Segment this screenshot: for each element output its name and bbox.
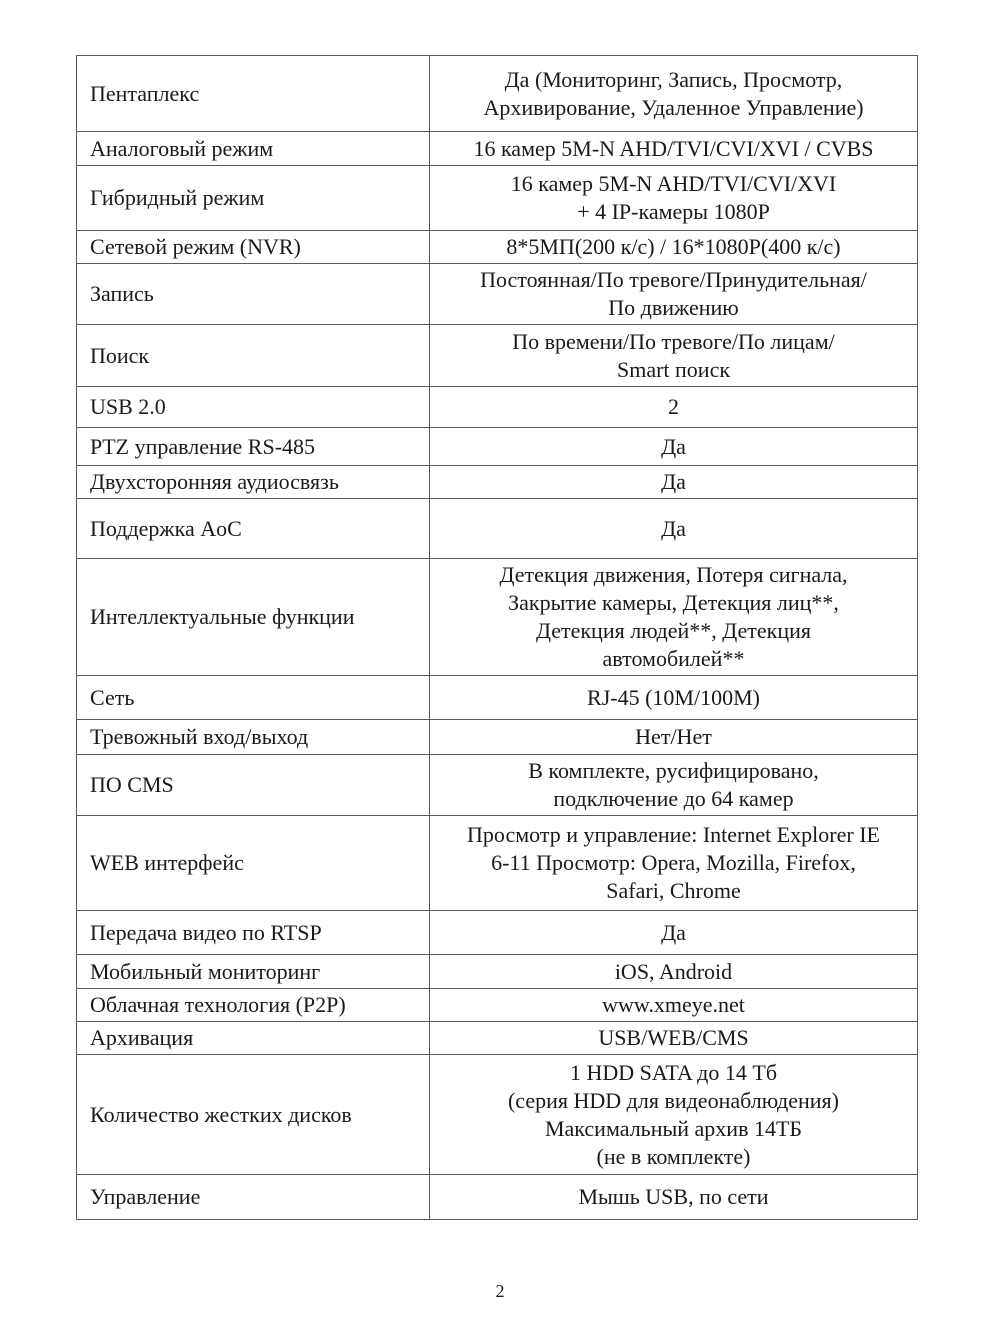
row-value: 8*5МП(200 к/с) / 16*1080P(400 к/с) (430, 231, 918, 264)
row-label: Облачная технология (P2P) (77, 989, 430, 1022)
row-value: Мышь USB, по сети (430, 1175, 918, 1220)
row-label: Архивация (77, 1022, 430, 1055)
table-row (77, 387, 918, 428)
row-value: Просмотр и управление: Internet Explorer IE 6-11 Просмотр: Opera, Mozilla, Firefox, Safari, Chrome (430, 816, 918, 911)
row-value: Детекция движения, Потеря сигнала, Закрытие камеры, Детекция лиц**, Детекция людей**, Детекция автомобилей** (430, 559, 918, 676)
row-label: Поддержка AoC (77, 499, 430, 559)
row-label: USB 2.0 (77, 387, 430, 428)
table-row (77, 499, 918, 559)
row-label: Гибридный режим (77, 166, 430, 231)
row-label: Сеть (77, 676, 430, 720)
table-row (77, 1022, 918, 1055)
row-value: Да (430, 428, 918, 466)
row-value: www.xmeye.net (430, 989, 918, 1022)
row-label: Мобильный мониторинг (77, 955, 430, 989)
row-value: По времени/По тревоге/По лицам/ Smart поиск (430, 325, 918, 387)
table-row (77, 264, 918, 325)
page-number: 2 (495, 1281, 505, 1301)
row-value: 1 HDD SATA до 14 Тб (серия HDD для видеонаблюдения) Максимальный архив 14ТБ (не в комплекте) (430, 1055, 918, 1175)
row-label: WEB интерфейс (77, 816, 430, 911)
row-label: Пентаплекс (77, 56, 430, 132)
row-value: 2 (430, 387, 918, 428)
row-label: Управление (77, 1175, 430, 1220)
table-row (77, 559, 918, 676)
table-row (77, 56, 918, 132)
row-label: Интеллектуальные функции (77, 559, 430, 676)
row-label: Аналоговый режим (77, 132, 430, 166)
row-value: USB/WEB/CMS (430, 1022, 918, 1055)
row-value: Да (430, 499, 918, 559)
table-row (77, 132, 918, 166)
table-row (77, 231, 918, 264)
spec-table (76, 55, 918, 1220)
row-label: Тревожный вход/выход (77, 720, 430, 755)
row-label: ПО CMS (77, 755, 430, 816)
row-label: Поиск (77, 325, 430, 387)
table-row (77, 466, 918, 499)
table-row (77, 1055, 918, 1175)
row-value: В комплекте, русифицировано, подключение до 64 камер (430, 755, 918, 816)
row-label: Двухсторонняя аудиосвязь (77, 466, 430, 499)
row-value: Нет/Нет (430, 720, 918, 755)
row-label: Запись (77, 264, 430, 325)
table-row (77, 955, 918, 989)
row-label: Передача видео по RTSP (77, 911, 430, 955)
table-row (77, 816, 918, 911)
table-row (77, 1175, 918, 1220)
table-row (77, 676, 918, 720)
table-row (77, 325, 918, 387)
row-value: Постоянная/По тревоге/Принудительная/ По движению (430, 264, 918, 325)
table-row (77, 911, 918, 955)
row-label: PTZ управление RS-485 (77, 428, 430, 466)
row-value: Да (430, 466, 918, 499)
row-label: Количество жестких дисков (77, 1055, 430, 1175)
table-row (77, 428, 918, 466)
row-value: 16 камер 5M-N AHD/TVI/CVI/XVI + 4 IP-камеры 1080P (430, 166, 918, 231)
row-label: Сетевой режим (NVR) (77, 231, 430, 264)
row-value: RJ-45 (10M/100M) (430, 676, 918, 720)
row-value: Да (Мониторинг, Запись, Просмотр, Архивирование, Удаленное Управление) (430, 56, 918, 132)
table-row (77, 755, 918, 816)
table-row (77, 989, 918, 1022)
row-value: iOS, Android (430, 955, 918, 989)
table-row (77, 166, 918, 231)
row-value: Да (430, 911, 918, 955)
row-value: 16 камер 5M-N AHD/TVI/CVI/XVI / CVBS (430, 132, 918, 166)
table-row (77, 720, 918, 755)
